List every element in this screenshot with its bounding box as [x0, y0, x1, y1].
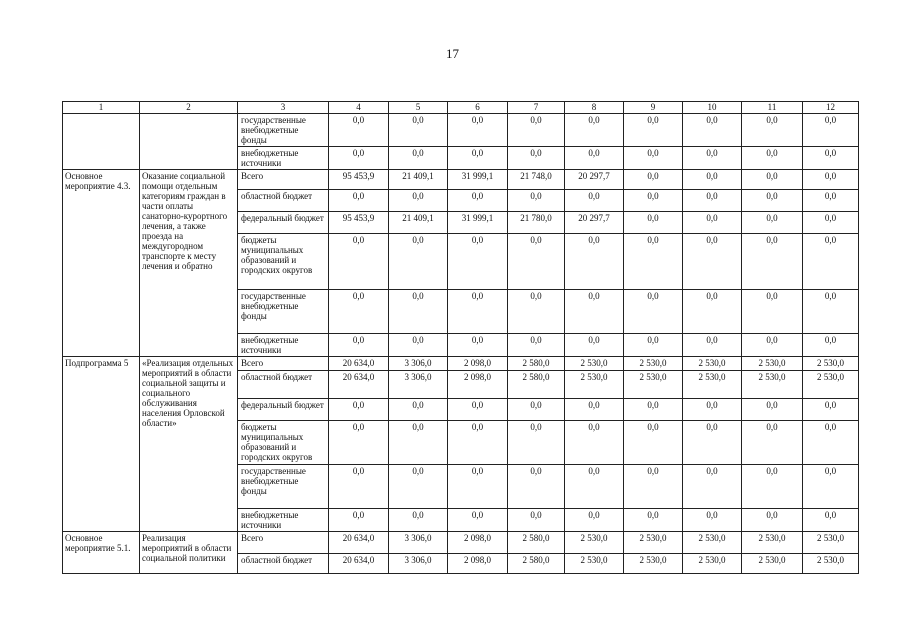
amount-cell: 0,0 — [508, 147, 565, 170]
amount-cell: 2 530,0 — [683, 532, 742, 554]
amount-cell: 0,0 — [565, 509, 624, 532]
amount-cell: 0,0 — [742, 170, 803, 190]
amount-cell: 0,0 — [508, 421, 565, 465]
amount-cell: 0,0 — [565, 234, 624, 290]
column-header: 5 — [389, 102, 448, 114]
amount-cell: 0,0 — [389, 147, 448, 170]
amount-cell: 2 530,0 — [683, 554, 742, 574]
amount-cell: 0,0 — [565, 147, 624, 170]
item-code-cell: Подпрограмма 5 — [63, 357, 140, 532]
budget-table — [62, 101, 859, 574]
amount-cell: 0,0 — [329, 190, 389, 212]
amount-cell: 0,0 — [803, 190, 859, 212]
amount-cell: 0,0 — [565, 399, 624, 421]
amount-cell: 2 530,0 — [683, 357, 742, 371]
amount-cell: 2 530,0 — [565, 371, 624, 399]
funding-source-cell: Всего — [238, 170, 329, 190]
amount-cell: 0,0 — [624, 190, 683, 212]
funding-source-cell: областной бюджет — [238, 371, 329, 399]
amount-cell: 0,0 — [329, 465, 389, 509]
amount-cell: 2 580,0 — [508, 357, 565, 371]
amount-cell: 0,0 — [508, 290, 565, 334]
column-header: 2 — [140, 102, 238, 114]
amount-cell: 0,0 — [448, 114, 508, 147]
amount-cell: 0,0 — [565, 290, 624, 334]
amount-cell: 2 530,0 — [565, 357, 624, 371]
amount-cell: 0,0 — [683, 190, 742, 212]
amount-cell: 0,0 — [624, 212, 683, 234]
amount-cell: 21 409,1 — [389, 212, 448, 234]
amount-cell: 0,0 — [742, 465, 803, 509]
amount-cell: 0,0 — [448, 334, 508, 357]
funding-source-cell: областной бюджет — [238, 190, 329, 212]
amount-cell: 0,0 — [448, 234, 508, 290]
amount-cell: 0,0 — [683, 290, 742, 334]
item-name-cell — [140, 114, 238, 170]
amount-cell: 0,0 — [803, 147, 859, 170]
amount-cell: 20 634,0 — [329, 532, 389, 554]
item-name-cell: «Реализация отдельных мероприятий в области социальной защиты и социального обслуживания населения Орловской области» — [140, 357, 238, 532]
amount-cell: 0,0 — [389, 421, 448, 465]
amount-cell: 2 098,0 — [448, 371, 508, 399]
amount-cell: 2 580,0 — [508, 371, 565, 399]
table-row — [63, 357, 859, 371]
amount-cell: 2 530,0 — [742, 357, 803, 371]
amount-cell: 0,0 — [742, 421, 803, 465]
amount-cell: 0,0 — [803, 399, 859, 421]
amount-cell: 95 453,9 — [329, 212, 389, 234]
amount-cell: 31 999,1 — [448, 212, 508, 234]
amount-cell: 0,0 — [683, 465, 742, 509]
amount-cell: 2 530,0 — [803, 532, 859, 554]
amount-cell: 0,0 — [683, 334, 742, 357]
amount-cell: 0,0 — [329, 334, 389, 357]
amount-cell: 0,0 — [448, 399, 508, 421]
amount-cell: 0,0 — [742, 147, 803, 170]
amount-cell: 0,0 — [329, 509, 389, 532]
amount-cell: 2 530,0 — [624, 357, 683, 371]
column-header: 6 — [448, 102, 508, 114]
table-row — [63, 170, 859, 190]
amount-cell: 0,0 — [683, 212, 742, 234]
funding-source-cell: Всего — [238, 357, 329, 371]
amount-cell: 2 530,0 — [742, 554, 803, 574]
amount-cell: 0,0 — [565, 190, 624, 212]
amount-cell: 0,0 — [389, 509, 448, 532]
amount-cell: 0,0 — [803, 114, 859, 147]
amount-cell: 0,0 — [683, 234, 742, 290]
amount-cell: 3 306,0 — [389, 554, 448, 574]
amount-cell: 0,0 — [389, 334, 448, 357]
amount-cell: 0,0 — [565, 465, 624, 509]
amount-cell: 0,0 — [803, 290, 859, 334]
amount-cell: 0,0 — [329, 114, 389, 147]
amount-cell: 0,0 — [508, 190, 565, 212]
amount-cell: 2 530,0 — [683, 371, 742, 399]
amount-cell: 0,0 — [329, 290, 389, 334]
amount-cell: 2 098,0 — [448, 532, 508, 554]
amount-cell: 0,0 — [508, 465, 565, 509]
item-code-cell: Основное мероприятие 4.3. — [63, 170, 140, 357]
item-name-cell: Реализация мероприятий в области социальной политики — [140, 532, 238, 574]
amount-cell: 3 306,0 — [389, 357, 448, 371]
amount-cell: 0,0 — [742, 334, 803, 357]
amount-cell: 0,0 — [624, 114, 683, 147]
amount-cell: 20 634,0 — [329, 357, 389, 371]
amount-cell: 0,0 — [329, 234, 389, 290]
amount-cell: 0,0 — [448, 190, 508, 212]
amount-cell: 0,0 — [742, 212, 803, 234]
amount-cell: 0,0 — [448, 290, 508, 334]
amount-cell: 0,0 — [448, 509, 508, 532]
amount-cell: 20 634,0 — [329, 371, 389, 399]
amount-cell: 0,0 — [683, 421, 742, 465]
column-header: 12 — [803, 102, 859, 114]
amount-cell: 0,0 — [624, 290, 683, 334]
amount-cell: 2 530,0 — [624, 371, 683, 399]
amount-cell: 0,0 — [624, 421, 683, 465]
amount-cell: 21 409,1 — [389, 170, 448, 190]
amount-cell: 0,0 — [803, 509, 859, 532]
amount-cell: 2 580,0 — [508, 554, 565, 574]
amount-cell: 0,0 — [803, 170, 859, 190]
amount-cell: 0,0 — [803, 334, 859, 357]
amount-cell: 2 098,0 — [448, 554, 508, 574]
amount-cell: 0,0 — [389, 114, 448, 147]
amount-cell: 0,0 — [742, 509, 803, 532]
amount-cell: 95 453,9 — [329, 170, 389, 190]
funding-source-cell: Всего — [238, 532, 329, 554]
amount-cell: 0,0 — [624, 509, 683, 532]
amount-cell: 0,0 — [448, 147, 508, 170]
amount-cell: 0,0 — [329, 147, 389, 170]
amount-cell: 0,0 — [448, 421, 508, 465]
amount-cell: 0,0 — [565, 334, 624, 357]
amount-cell: 0,0 — [508, 234, 565, 290]
funding-source-cell: бюджеты муниципальных образований и городских округов — [238, 421, 329, 465]
amount-cell: 0,0 — [624, 334, 683, 357]
amount-cell: 20 297,7 — [565, 212, 624, 234]
amount-cell: 2 530,0 — [803, 554, 859, 574]
amount-cell: 0,0 — [803, 421, 859, 465]
amount-cell: 2 530,0 — [565, 554, 624, 574]
amount-cell: 0,0 — [565, 114, 624, 147]
amount-cell: 0,0 — [803, 212, 859, 234]
amount-cell: 0,0 — [683, 509, 742, 532]
amount-cell: 2 530,0 — [803, 371, 859, 399]
funding-source-cell: внебюджетные источники — [238, 509, 329, 532]
amount-cell: 0,0 — [624, 147, 683, 170]
funding-source-cell: внебюджетные источники — [238, 334, 329, 357]
amount-cell: 2 530,0 — [624, 554, 683, 574]
amount-cell: 2 098,0 — [448, 357, 508, 371]
amount-cell: 0,0 — [683, 399, 742, 421]
amount-cell: 0,0 — [624, 465, 683, 509]
table-row — [63, 114, 859, 147]
funding-source-cell: государственные внебюджетные фонды — [238, 465, 329, 509]
amount-cell: 2 530,0 — [565, 532, 624, 554]
amount-cell: 20 634,0 — [329, 554, 389, 574]
table-header-row — [63, 102, 859, 114]
amount-cell: 0,0 — [448, 465, 508, 509]
item-name-cell: Оказание социальной помощи отдельным категориям граждан в части оплаты санаторно-курортного лечения, а также проезда на междугородном транспорте к месту лечения и обратно — [140, 170, 238, 357]
funding-source-cell: федеральный бюджет — [238, 399, 329, 421]
amount-cell: 0,0 — [508, 399, 565, 421]
amount-cell: 0,0 — [683, 114, 742, 147]
amount-cell: 0,0 — [389, 290, 448, 334]
amount-cell: 3 306,0 — [389, 371, 448, 399]
amount-cell: 0,0 — [683, 170, 742, 190]
funding-source-cell: областной бюджет — [238, 554, 329, 574]
funding-source-cell: государственные внебюджетные фонды — [238, 290, 329, 334]
item-code-cell — [63, 114, 140, 170]
amount-cell: 0,0 — [624, 234, 683, 290]
page-number: 17 — [446, 46, 459, 61]
amount-cell: 0,0 — [508, 114, 565, 147]
amount-cell: 2 530,0 — [803, 357, 859, 371]
amount-cell: 0,0 — [565, 421, 624, 465]
amount-cell: 0,0 — [389, 399, 448, 421]
amount-cell: 0,0 — [389, 465, 448, 509]
amount-cell: 20 297,7 — [565, 170, 624, 190]
column-header: 3 — [238, 102, 329, 114]
column-header: 1 — [63, 102, 140, 114]
amount-cell: 0,0 — [742, 290, 803, 334]
amount-cell: 0,0 — [329, 399, 389, 421]
amount-cell: 0,0 — [329, 421, 389, 465]
item-code-cell: Основное мероприятие 5.1. — [63, 532, 140, 574]
column-header: 11 — [742, 102, 803, 114]
amount-cell: 0,0 — [683, 147, 742, 170]
table-row — [63, 532, 859, 554]
amount-cell: 0,0 — [624, 399, 683, 421]
amount-cell: 0,0 — [624, 170, 683, 190]
amount-cell: 0,0 — [803, 465, 859, 509]
column-header: 10 — [683, 102, 742, 114]
amount-cell: 0,0 — [803, 234, 859, 290]
funding-source-cell: государственные внебюджетные фонды — [238, 114, 329, 147]
column-header: 7 — [508, 102, 565, 114]
amount-cell: 21 748,0 — [508, 170, 565, 190]
amount-cell: 2 530,0 — [742, 371, 803, 399]
amount-cell: 0,0 — [742, 190, 803, 212]
amount-cell: 0,0 — [508, 334, 565, 357]
amount-cell: 31 999,1 — [448, 170, 508, 190]
amount-cell: 0,0 — [742, 399, 803, 421]
amount-cell: 2 530,0 — [624, 532, 683, 554]
column-header: 9 — [624, 102, 683, 114]
column-header: 4 — [329, 102, 389, 114]
amount-cell: 0,0 — [742, 114, 803, 147]
funding-source-cell: внебюджетные источники — [238, 147, 329, 170]
amount-cell: 0,0 — [742, 234, 803, 290]
amount-cell: 2 580,0 — [508, 532, 565, 554]
amount-cell: 0,0 — [508, 509, 565, 532]
funding-source-cell: федеральный бюджет — [238, 212, 329, 234]
amount-cell: 21 780,0 — [508, 212, 565, 234]
funding-source-cell: бюджеты муниципальных образований и городских округов — [238, 234, 329, 290]
column-header: 8 — [565, 102, 624, 114]
amount-cell: 2 530,0 — [742, 532, 803, 554]
amount-cell: 0,0 — [389, 234, 448, 290]
amount-cell: 3 306,0 — [389, 532, 448, 554]
amount-cell: 0,0 — [389, 190, 448, 212]
